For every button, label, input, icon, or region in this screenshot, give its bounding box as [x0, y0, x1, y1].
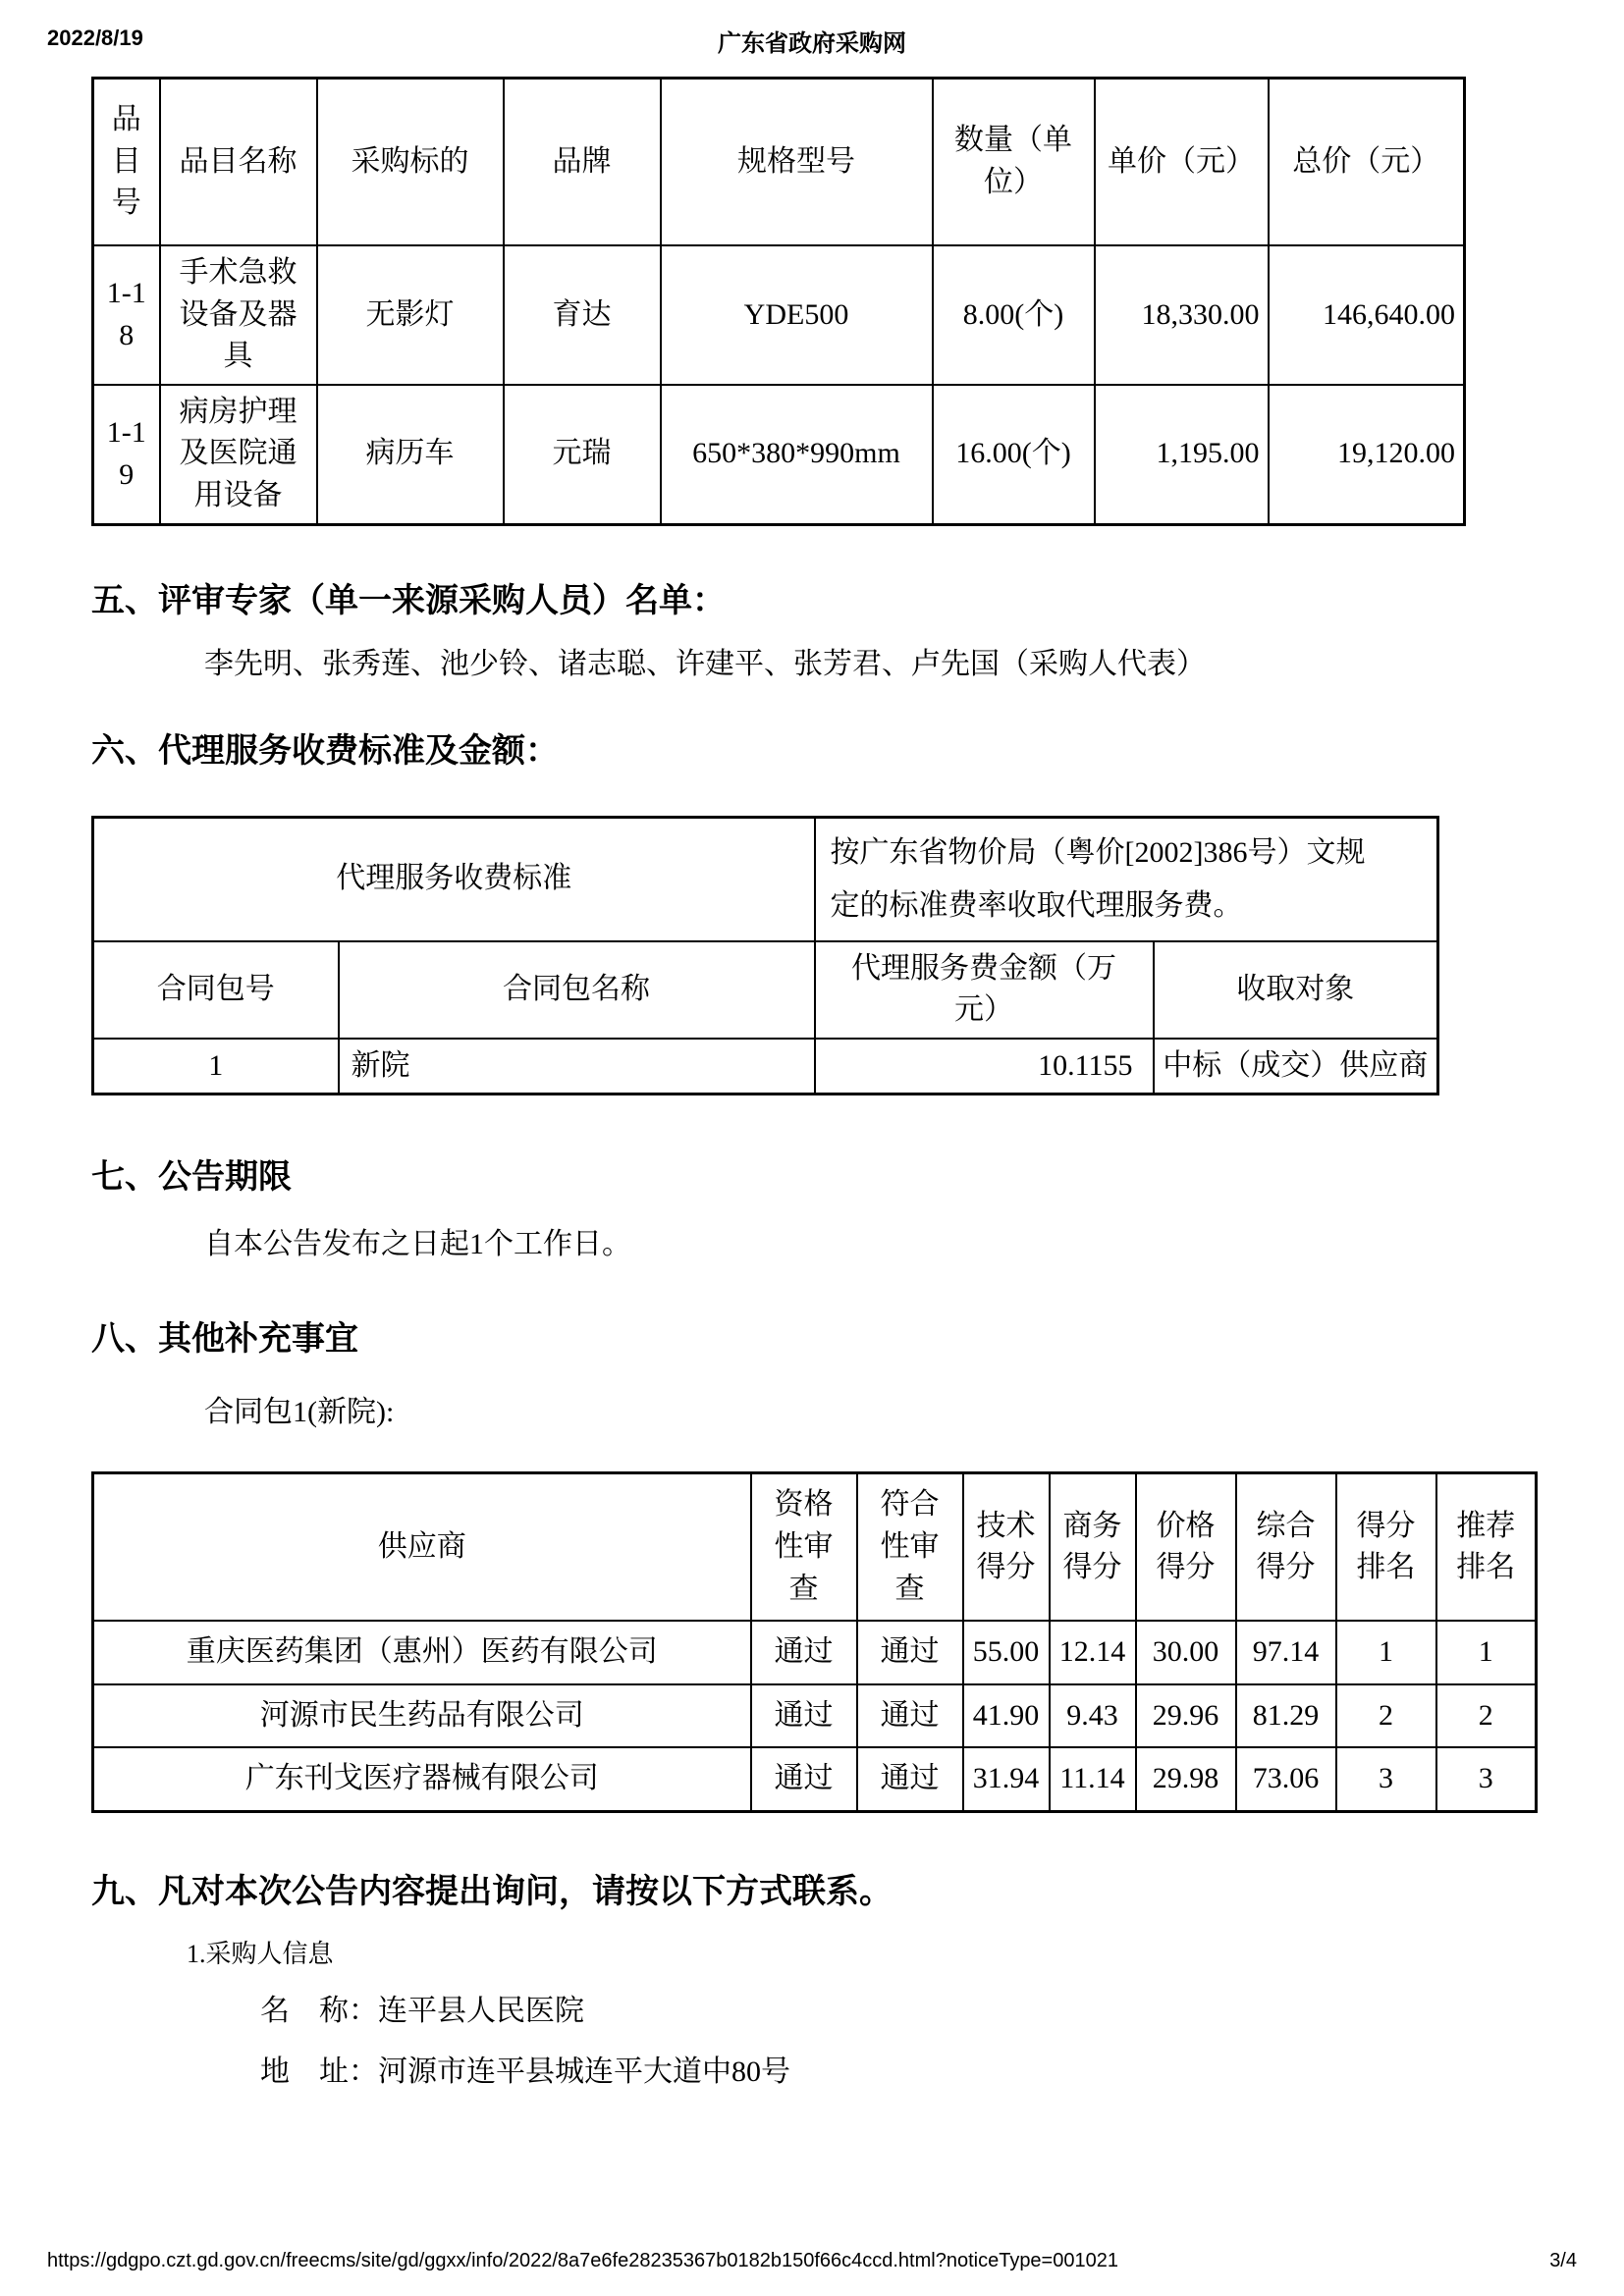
conformity-cell: 通过	[857, 1747, 963, 1811]
section-7-title: 七、公告期限	[91, 1159, 292, 1197]
column-header-package-no: 合同包号	[93, 941, 339, 1039]
site-title: 广东省政府采购网	[718, 31, 906, 57]
page-header	[0, 24, 1624, 57]
total-score-cell: 81.29	[1236, 1684, 1336, 1748]
item-name-cell: 手术急救设备及器具	[160, 245, 317, 385]
purchaser-info-heading: 1.采购人信息	[187, 1939, 334, 1968]
supplier-name-cell: 重庆医药集团（惠州）医药有限公司	[93, 1621, 751, 1684]
column-header-price-score: 价格得分	[1136, 1473, 1236, 1621]
quantity-cell: 16.00(个)	[933, 385, 1095, 524]
qualification-cell: 通过	[751, 1621, 857, 1684]
score-table	[91, 1471, 1538, 1813]
supplier-row	[93, 1684, 1537, 1748]
column-header-supplier: 供应商	[93, 1473, 751, 1621]
fee-header-row	[93, 941, 1438, 1039]
page-footer	[47, 2250, 1577, 2272]
package-name-cell: 新院	[339, 1039, 815, 1095]
package-no-cell: 1	[93, 1039, 339, 1095]
total-price-cell: 19,120.00	[1269, 385, 1465, 524]
brand-cell: 育达	[504, 245, 661, 385]
purchaser-address-value: 河源市连平县城连平大道中80号	[378, 2055, 790, 2088]
column-header-total-score: 综合得分	[1236, 1473, 1336, 1621]
fee-standard-row	[93, 817, 1438, 941]
column-header-fee-target: 收取对象	[1154, 941, 1438, 1039]
page-number: 3/4	[1549, 2250, 1577, 2271]
item-no-cell: 1-19	[93, 385, 160, 524]
column-header-total-price: 总价（元）	[1269, 79, 1465, 246]
item-row	[93, 385, 1465, 524]
column-header-unit-price: 单价（元）	[1095, 79, 1269, 246]
fee-standard-label: 代理服务收费标准	[93, 817, 815, 941]
fee-row	[93, 1039, 1438, 1095]
footer-url: https://gdgpo.czt.gd.gov.cn/freecms/site/gd/ggxx/info/2022/8a7e6fe28235367b0182b150f66c4ccd.html?noticeType=001021	[47, 2250, 1118, 2271]
technical-score-cell: 31.94	[963, 1747, 1050, 1811]
package-label: 合同包1(新院):	[204, 1396, 395, 1429]
purchaser-address	[260, 2047, 1533, 2090]
score-rank-cell: 2	[1336, 1684, 1436, 1748]
section-5-title: 五、评审专家（单一来源采购人员）名单：	[91, 582, 726, 619]
qualification-cell: 通过	[751, 1747, 857, 1811]
business-score-cell: 11.14	[1050, 1747, 1136, 1811]
total-score-cell: 97.14	[1236, 1621, 1336, 1684]
business-score-cell: 12.14	[1050, 1621, 1136, 1684]
print-date: 2022/8/19	[47, 26, 143, 50]
model-cell: 650*380*990mm	[661, 385, 933, 524]
section-7-content: 自本公告发布之日起1个工作日。	[204, 1228, 631, 1261]
purchaser-name-label: 名 称：	[260, 1994, 378, 2027]
column-header-qualification-review: 资格性审查	[751, 1473, 857, 1621]
column-header-item-no: 品目号	[93, 79, 160, 246]
technical-score-cell: 55.00	[963, 1621, 1050, 1684]
subject-cell: 无影灯	[317, 245, 504, 385]
column-header-fee-amount: 代理服务费金额（万元）	[815, 941, 1154, 1039]
fee-target-cell: 中标（成交）供应商	[1154, 1039, 1438, 1095]
conformity-cell: 通过	[857, 1621, 963, 1684]
supplier-name-cell: 广东刊戈医疗器械有限公司	[93, 1747, 751, 1811]
item-no-cell: 1-18	[93, 245, 160, 385]
column-header-model: 规格型号	[661, 79, 933, 246]
unit-price-cell: 1,195.00	[1095, 385, 1269, 524]
technical-score-cell: 41.90	[963, 1684, 1050, 1748]
item-row	[93, 245, 1465, 385]
business-score-cell: 9.43	[1050, 1684, 1136, 1748]
recommend-rank-cell: 2	[1436, 1684, 1537, 1748]
recommend-rank-cell: 3	[1436, 1747, 1537, 1811]
price-score-cell: 29.98	[1136, 1747, 1236, 1811]
price-score-cell: 30.00	[1136, 1621, 1236, 1684]
section-8-title: 八、其他补充事宜	[91, 1321, 358, 1359]
fee-amount-cell: 10.1155	[815, 1039, 1154, 1095]
quantity-cell: 8.00(个)	[933, 245, 1095, 385]
unit-price-cell: 18,330.00	[1095, 245, 1269, 385]
column-header-technical-score: 技术得分	[963, 1473, 1050, 1621]
section-9-title: 九、凡对本次公告内容提出询问，请按以下方式联系。	[91, 1873, 893, 1910]
model-cell: YDE500	[661, 245, 933, 385]
subject-cell: 病历车	[317, 385, 504, 524]
score-rank-cell: 1	[1336, 1621, 1436, 1684]
score-header-row	[93, 1473, 1537, 1621]
fee-standard-value: 按广东省物价局（粤价[2002]386号）文规定的标准费率收取代理服务费。	[815, 817, 1438, 941]
total-price-cell: 146,640.00	[1269, 245, 1465, 385]
brand-cell: 元瑞	[504, 385, 661, 524]
supplier-row	[93, 1747, 1537, 1811]
items-header-row	[93, 79, 1465, 246]
items-table	[91, 77, 1466, 526]
total-score-cell: 73.06	[1236, 1747, 1336, 1811]
supplier-row	[93, 1621, 1537, 1684]
column-header-quantity: 数量（单位）	[933, 79, 1095, 246]
column-header-item-name: 品目名称	[160, 79, 317, 246]
item-name-cell: 病房护理及医院通用设备	[160, 385, 317, 524]
price-score-cell: 29.96	[1136, 1684, 1236, 1748]
column-header-brand: 品牌	[504, 79, 661, 246]
section-6-title: 六、代理服务收费标准及金额：	[91, 732, 559, 770]
supplier-name-cell: 河源市民生药品有限公司	[93, 1684, 751, 1748]
column-header-conformity-review: 符合性审查	[857, 1473, 963, 1621]
recommend-rank-cell: 1	[1436, 1621, 1537, 1684]
column-header-package-name: 合同包名称	[339, 941, 815, 1039]
column-header-score-rank: 得分排名	[1336, 1473, 1436, 1621]
conformity-cell: 通过	[857, 1684, 963, 1748]
expert-names: 李先明、张秀莲、池少铃、诸志聪、许建平、张芳君、卢先国（采购人代表）	[204, 647, 1206, 680]
score-rank-cell: 3	[1336, 1747, 1436, 1811]
purchaser-name	[260, 1986, 1533, 2029]
column-header-recommend-rank: 推荐排名	[1436, 1473, 1537, 1621]
qualification-cell: 通过	[751, 1684, 857, 1748]
fee-table	[91, 816, 1439, 1096]
purchaser-name-value: 连平县人民医院	[378, 1994, 584, 2027]
column-header-subject: 采购标的	[317, 79, 504, 246]
purchaser-address-label: 地 址：	[260, 2055, 378, 2088]
column-header-business-score: 商务得分	[1050, 1473, 1136, 1621]
document-body	[91, 0, 1533, 2090]
